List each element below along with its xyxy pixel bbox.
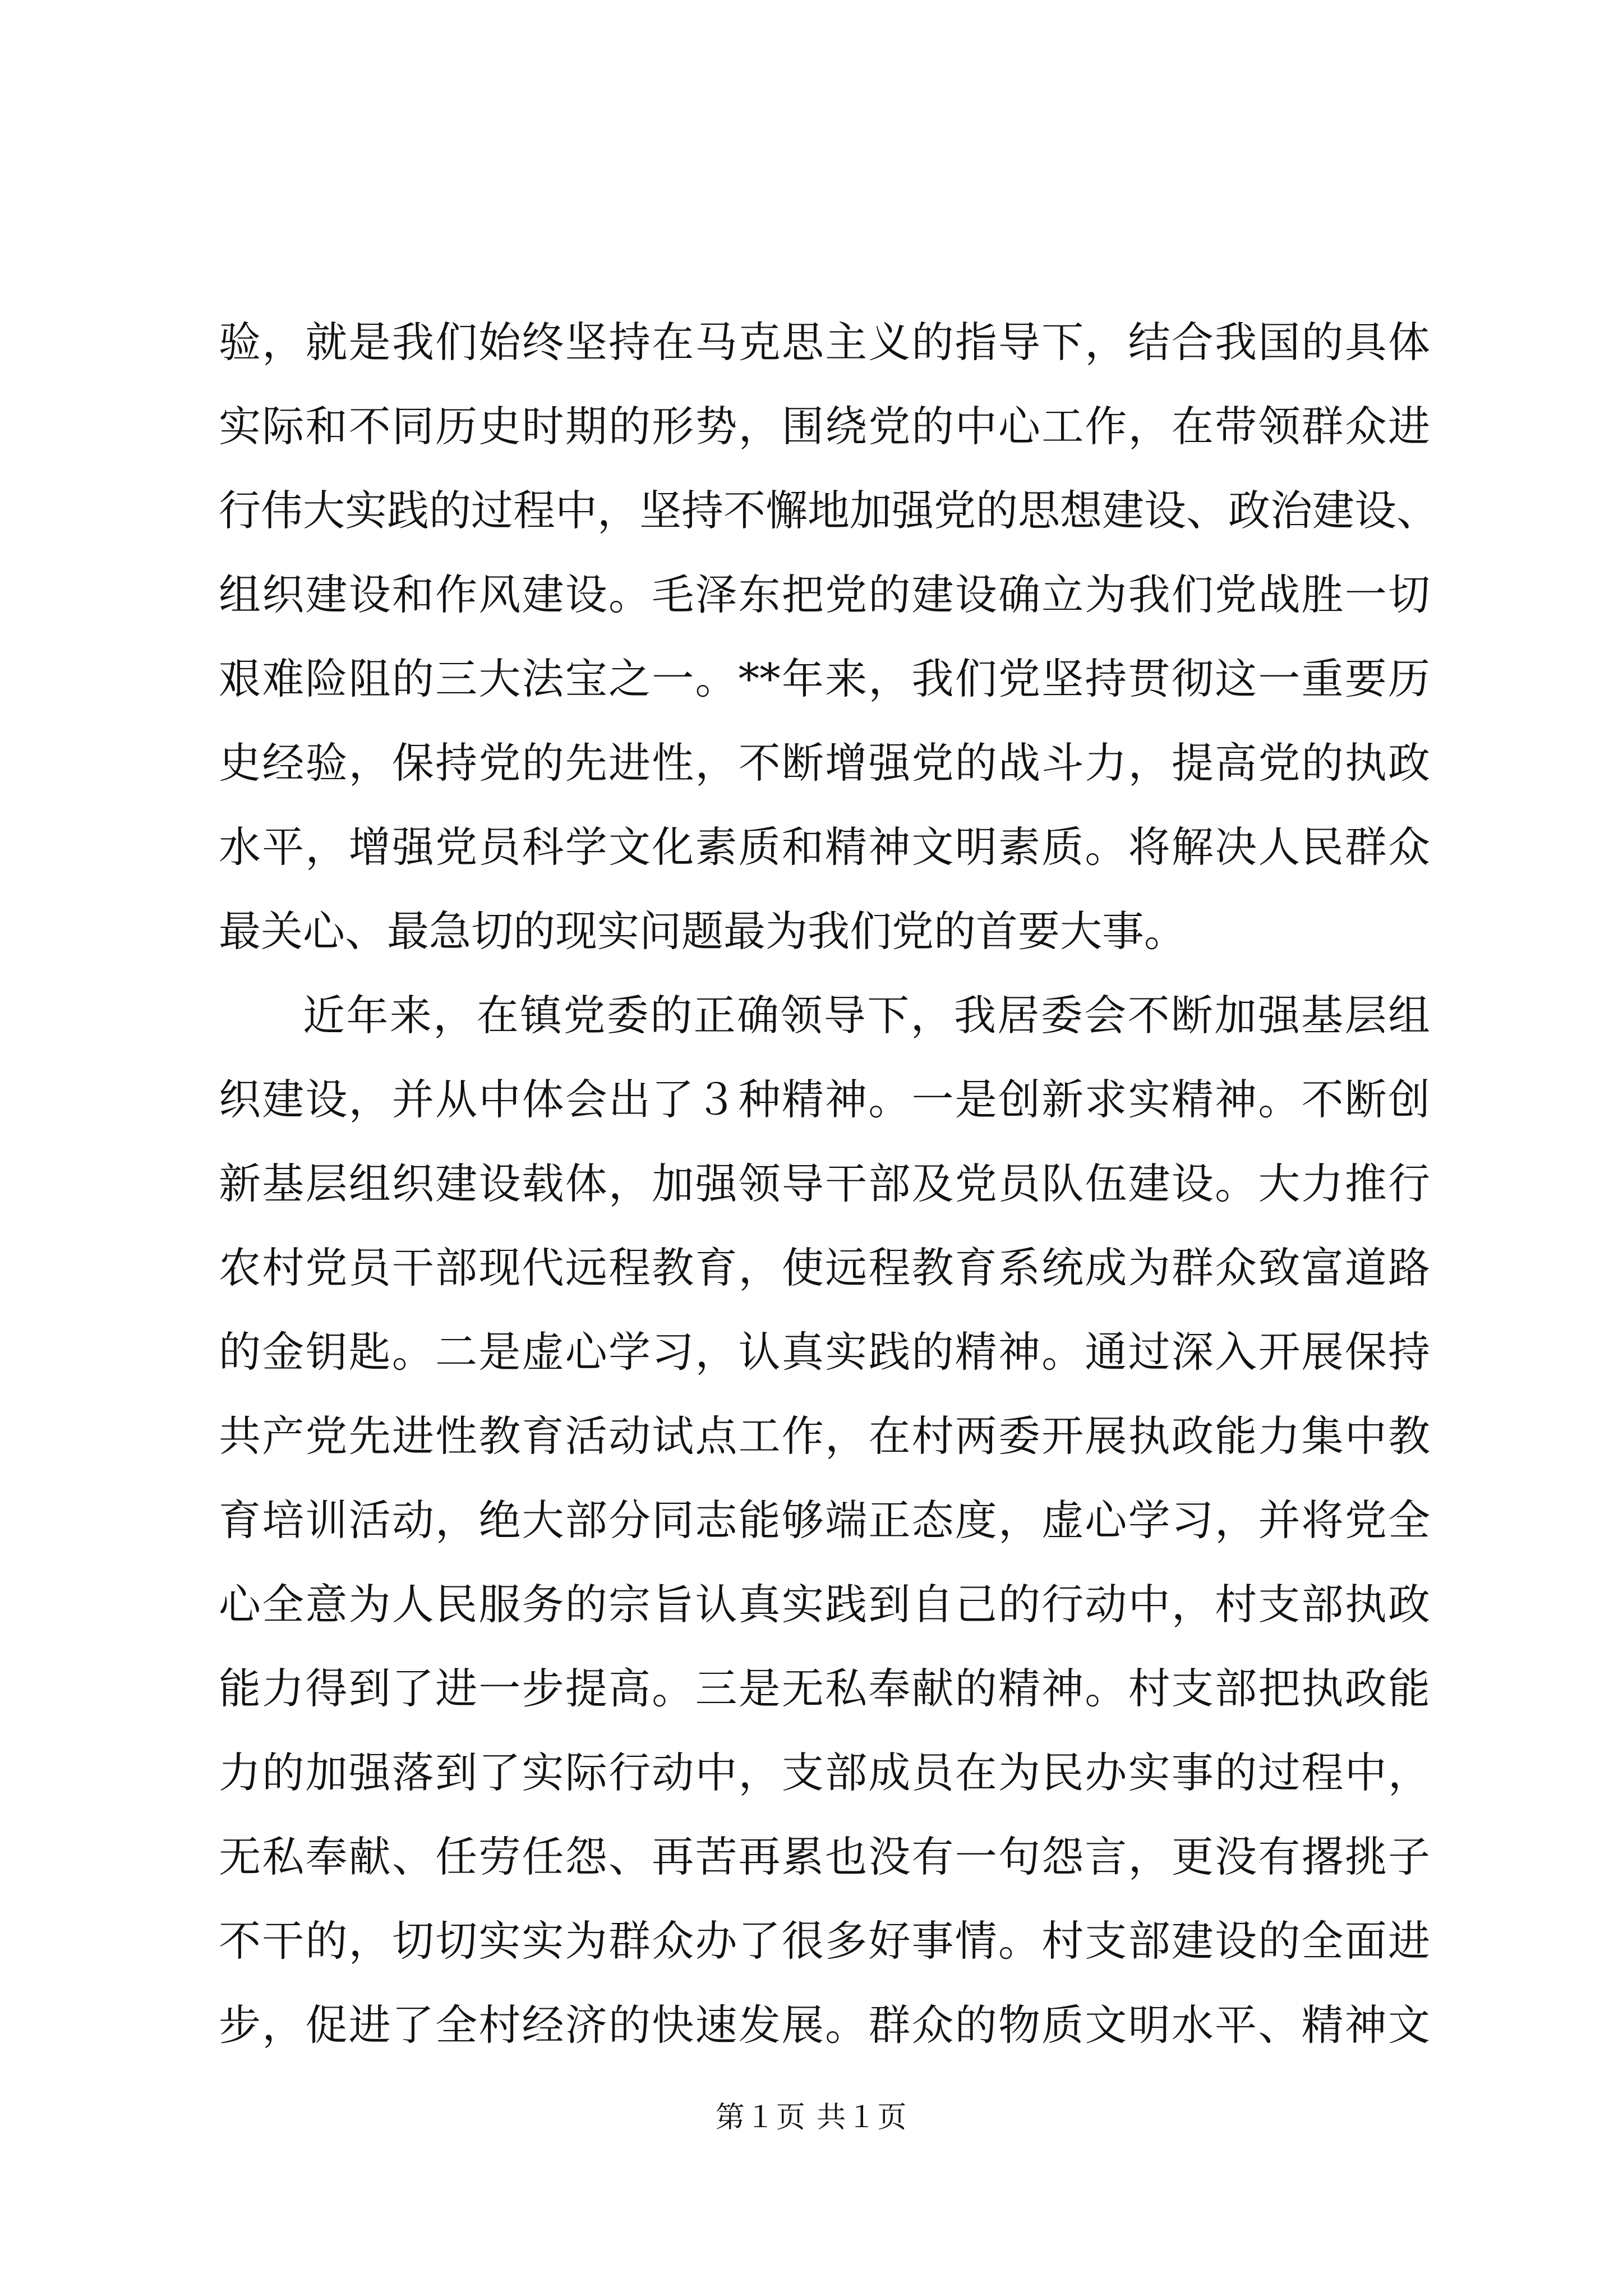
text-line: 心全意为人民服务的宗旨认真实践到自己的行动中，村支部执政 [219,1580,1430,1629]
text-line: 无私奉献、任劳任怨、再苦再累也没有一句怨言，更没有撂挑子 [219,1832,1430,1881]
text-line: 能力得到了进一步提高。三是无私奉献的精神。村支部把执政能 [219,1664,1430,1713]
page-number-label: 第１页 共１页 [715,2101,908,2134]
text-line: 不干的，切切实实为群众办了很多好事情。村支部建设的全面进 [219,1916,1430,1966]
paragraph [219,973,1430,2067]
text-line: 育培训活动，绝大部分同志能够端正态度，虚心学习，并将党全 [219,1496,1430,1545]
text-line: 验，就是我们始终坚持在马克思主义的指导下，结合我国的具体 [219,318,1430,367]
text-line: 力的加强落到了实际行动中，支部成员在为民办实事的过程中， [219,1748,1430,1797]
text-line: 近年来，在镇党委的正确领导下，我居委会不断加强基层组 [303,991,1430,1040]
text-line: 织建设，并从中体会出了３种精神。一是创新求实精神。不断创 [219,1075,1430,1124]
text-line: 步，促进了全村经济的快速发展。群众的物质文明水平、精神文 [219,2000,1430,2050]
text-line: 行伟大实践的过程中，坚持不懈地加强党的思想建设、政治建设、 [219,486,1439,535]
text-line: 史经验，保持党的先进性，不断增强党的战斗力，提高党的执政 [219,738,1430,788]
page-footer [0,2095,1623,2140]
text-line: 农村党员干部现代远程教育，使远程教育系统成为群众致富道路 [219,1243,1430,1292]
document-body [219,300,1439,2067]
text-line: 的金钥匙。二是虚心学习，认真实践的精神。通过深入开展保持 [219,1327,1430,1377]
text-line: 共产党先进性教育活动试点工作，在村两委开展执政能力集中教 [219,1411,1430,1461]
text-line: 新基层组织建设载体，加强领导干部及党员队伍建设。大力推行 [219,1159,1430,1208]
text-line: 最关心、最急切的现实问题最为我们党的首要大事。 [219,907,1187,956]
text-line: 组织建设和作风建设。毛泽东把党的建设确立为我们党战胜一切 [219,570,1430,619]
text-line: 水平，增强党员科学文化素质和精神文明素质。将解决人民群众 [219,822,1430,872]
paragraph [219,300,1439,973]
text-line: 实际和不同历史时期的形势，围绕党的中心工作，在带领群众进 [219,402,1430,451]
text-line: 艰难险阻的三大法宝之一。**年来，我们党坚持贯彻这一重要历 [219,654,1430,703]
